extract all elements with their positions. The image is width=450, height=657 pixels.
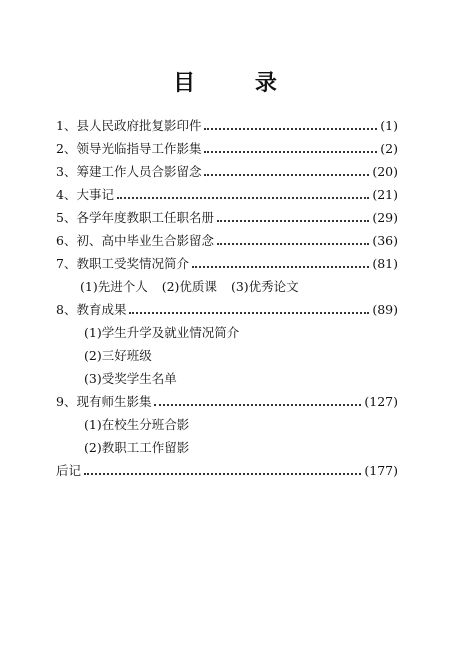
toc-entry-page: (21) [372,187,398,202]
toc-entry-page: (29) [372,210,398,225]
dot-leader [117,197,369,199]
toc-entry-label: 7、教职工受奖情况简介 [56,256,189,271]
toc-subitem[interactable]: (2)教职工工作留影 [84,440,190,455]
dot-leader [217,220,369,222]
toc-entry-page: (177) [364,463,398,478]
toc-entry-page: (127) [364,394,398,409]
toc-entry-5[interactable] [56,206,398,229]
toc-entry-label: 3、筹建工作人员合影留念 [56,164,202,179]
dot-leader [84,473,361,475]
toc-subitem[interactable]: (2)三好班级 [84,348,152,363]
dot-leader [204,151,377,153]
dot-leader [217,243,369,245]
toc-entry-3[interactable] [56,160,398,183]
toc-entry-7[interactable] [56,252,398,275]
toc-entry-8[interactable] [56,298,398,321]
toc-entry-page: (20) [372,164,398,179]
toc-subitem[interactable]: (2)优质课 [161,279,217,294]
toc-subitems-7 [56,275,398,298]
toc-entry-1[interactable] [56,114,398,137]
table-of-contents [56,114,398,482]
toc-entry-label: 8、教育成果 [56,302,127,317]
toc-entry-label: 9、现有师生影集 [56,394,152,409]
toc-subitem[interactable]: (1)学生升学及就业情况简介 [84,325,240,340]
toc-subitem[interactable]: (3)优秀论文 [230,279,299,294]
dot-leader [204,174,369,176]
page-title: 目 录 [173,71,303,96]
toc-subitem[interactable]: (1)先进个人 [80,279,148,294]
toc-entry-label: 6、初、高中毕业生合影留念 [56,233,214,248]
toc-entry-page: (2) [380,141,398,156]
toc-entry-page: (1) [380,118,398,133]
toc-entry-label: 后记 [56,463,82,478]
dot-leader [129,312,369,314]
dot-leader [204,128,377,130]
toc-entry-label: 4、大事记 [56,187,114,202]
toc-entry-afterword[interactable] [56,459,398,482]
toc-entry-4[interactable] [56,183,398,206]
toc-entry-label: 5、各学年度教职工任职名册 [56,210,214,225]
toc-entry-2[interactable] [56,137,398,160]
toc-entry-label: 2、领导光临指导工作影集 [56,141,202,156]
dot-leader [154,404,361,406]
toc-entry-page: (81) [372,256,398,271]
toc-entry-9[interactable] [56,390,398,413]
toc-entry-page: (89) [372,302,398,317]
toc-entry-page: (36) [372,233,398,248]
toc-entry-label: 1、县人民政府批复影印件 [56,118,202,133]
toc-subitem[interactable]: (3)受奖学生名单 [84,371,177,386]
toc-entry-6[interactable] [56,229,398,252]
dot-leader [192,266,369,268]
toc-subitem[interactable]: (1)在校生分班合影 [84,417,190,432]
